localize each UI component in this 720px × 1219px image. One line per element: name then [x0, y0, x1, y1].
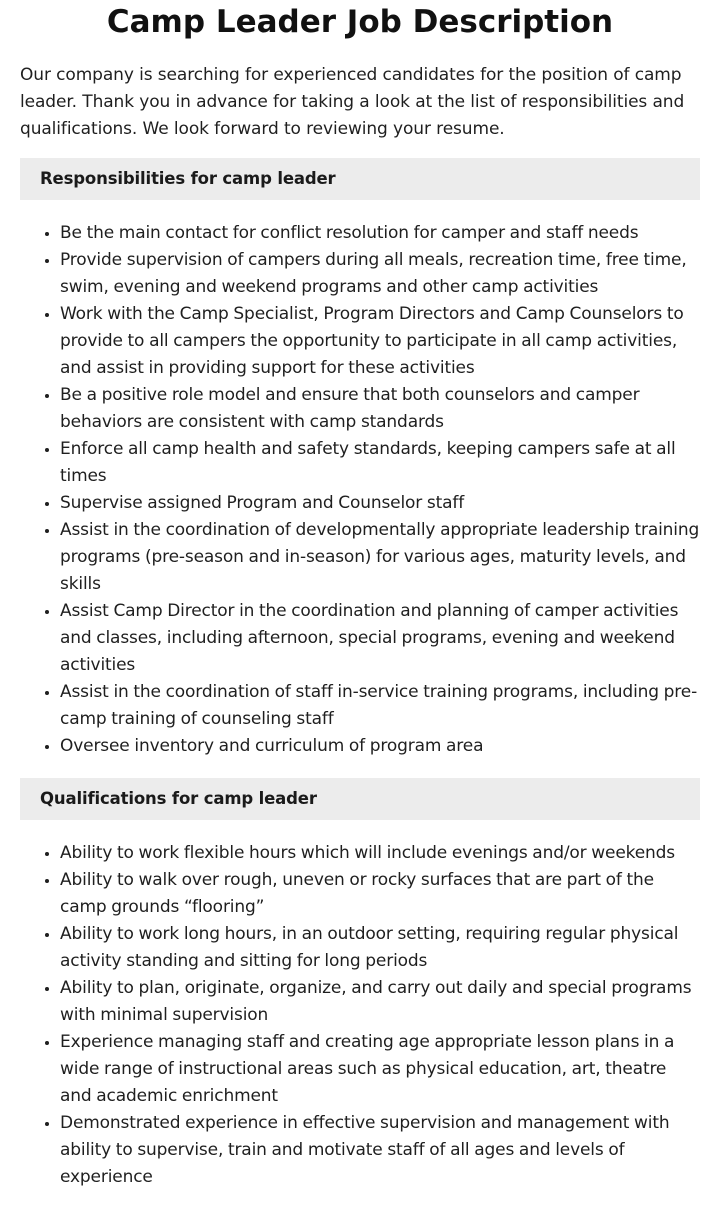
- intro-paragraph: Our company is searching for experienced candidates for the position of camp leader. Thank you in advance for taking a look at the list of responsibilities and qualifications. We look forward to reviewing your resume.: [20, 65, 685, 139]
- list-item: • Ability to walk over rough, uneven or rocky surfaces that are part of the camp grounds “flooring”: [60, 867, 700, 921]
- list-item: • Provide supervision of campers during all meals, recreation time, free time, swim, evening and weekend programs and other camp activities: [60, 247, 700, 301]
- list-item: • Oversee inventory and curriculum of program area: [60, 733, 700, 760]
- list-item: • Work with the Camp Specialist, Program Directors and Camp Counselors to provide to all campers the opportunity to participate in all camp activities, and assist in providing support for these activities: [60, 301, 700, 382]
- list-item: • Ability to work flexible hours which will include evenings and/or weekends: [60, 840, 700, 867]
- list-item: • Assist in the coordination of staff in-service training programs, including pre-camp training of counseling staff: [60, 679, 700, 733]
- responsibilities-list: [20, 220, 700, 760]
- list-item: • Supervise assigned Program and Counselor staff: [60, 490, 700, 517]
- page-title: Camp Leader Job Description: [106, 4, 614, 40]
- list-item: • Enforce all camp health and safety standards, keeping campers safe at all times: [60, 436, 700, 490]
- list-item: • Be the main contact for conflict resolution for camper and staff needs: [60, 220, 700, 247]
- qualifications-list: [20, 840, 700, 1191]
- list-item: • Assist in the coordination of developmentally appropriate leadership training programs (pre-season and in-season) for various ages, maturity levels, and skills: [60, 517, 700, 598]
- list-item: • Experience managing staff and creating age appropriate lesson plans in a wide range of instructional areas such as physical education, art, theatre and academic enrichment: [60, 1029, 700, 1110]
- qualifications-heading: Qualifications for camp leader: [20, 778, 700, 820]
- responsibilities-heading: Responsibilities for camp leader: [20, 158, 700, 200]
- list-item: • Be a positive role model and ensure that both counselors and camper behaviors are consistent with camp standards: [60, 382, 700, 436]
- list-item: • Ability to plan, originate, organize, and carry out daily and special programs with minimal supervision: [60, 975, 700, 1029]
- list-item: • Ability to work long hours, in an outdoor setting, requiring regular physical activity standing and sitting for long periods: [60, 921, 700, 975]
- list-item: • Demonstrated experience in effective supervision and management with ability to supervise, train and motivate staff of all ages and levels of experience: [60, 1110, 700, 1191]
- list-item: • Assist Camp Director in the coordination and planning of camper activities and classes, including afternoon, special programs, evening and weekend activities: [60, 598, 700, 679]
